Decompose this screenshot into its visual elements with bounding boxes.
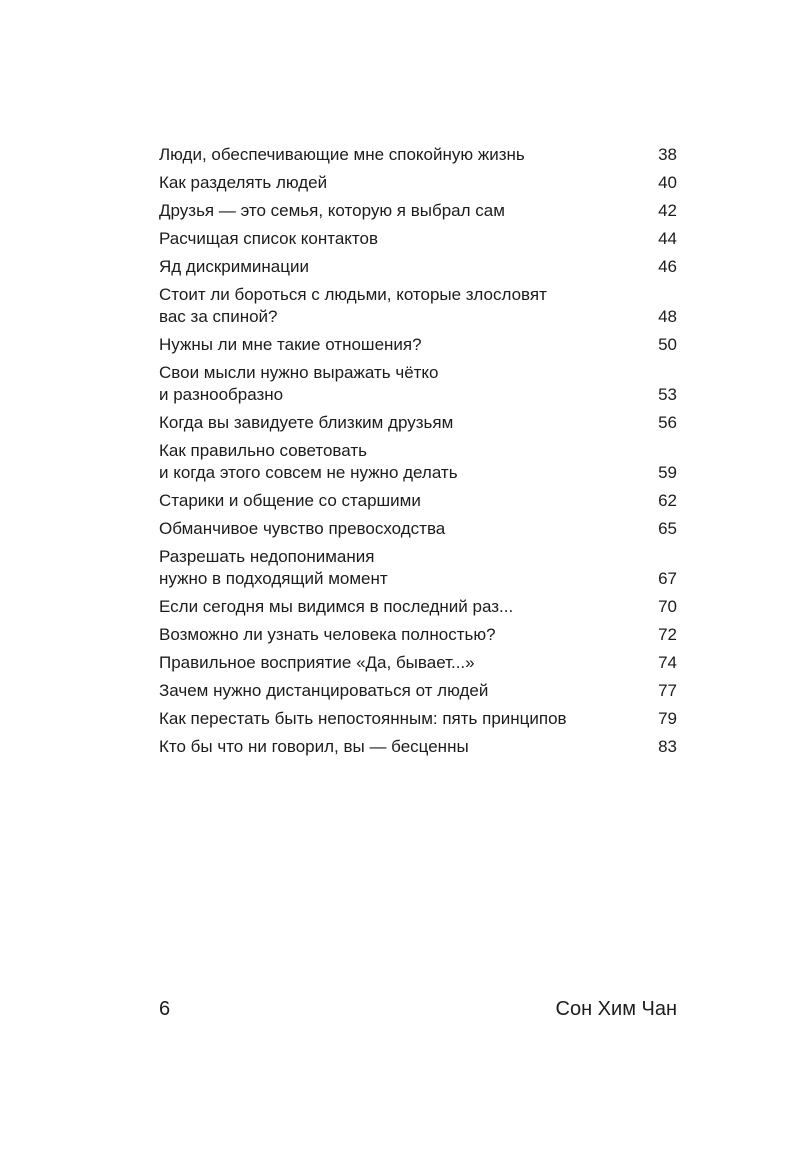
toc-entry-page: 72 [658, 625, 677, 644]
toc-entry-title [159, 490, 421, 512]
toc-entry-title [159, 440, 458, 484]
toc-entry-page: 65 [658, 519, 677, 538]
toc-entry-title [159, 362, 439, 406]
toc-entry-page: 74 [658, 653, 677, 672]
toc-entry-page: 83 [658, 737, 677, 756]
toc-entry-title [159, 518, 445, 540]
toc-entry-page: 40 [658, 173, 677, 192]
toc-entry-title-line: Старики и общение со старшими [159, 491, 421, 510]
toc-entry[interactable] [159, 596, 677, 618]
toc-entry-title-line: Когда вы завидуете близким друзьям [159, 413, 454, 432]
toc-entry-title [159, 652, 475, 674]
toc-entry[interactable] [159, 680, 677, 702]
toc-entry-title [159, 680, 488, 702]
toc-entry[interactable] [159, 172, 677, 194]
footer-page-number: 6 [159, 998, 171, 1020]
toc-entry-title-line: Зачем нужно дистанцироваться от людей [159, 681, 489, 700]
toc-entry-title [159, 228, 378, 250]
toc-entry[interactable] [159, 440, 677, 484]
toc-entry-title-line: Как перестать быть непостоянным: пять принципов [159, 709, 567, 728]
toc-entry-title-line: Стоит ли бороться с людьми, которые злословят [159, 285, 547, 304]
toc-entry-title-line: Яд дискриминации [159, 257, 309, 276]
toc-entry-title-line: Друзья — это семья, которую я выбрал сам [159, 201, 505, 220]
toc-entry-title-line: вас за спиной? [159, 307, 278, 326]
toc-entry-title [159, 412, 453, 434]
toc-entry-title-line: Свои мысли нужно выражать чётко [159, 363, 439, 382]
toc-entry-page: 53 [658, 385, 677, 404]
toc-entry[interactable] [159, 200, 677, 222]
toc-entry-page: 50 [658, 335, 677, 354]
toc-entry-page: 48 [658, 307, 677, 326]
toc-entry[interactable] [159, 228, 677, 250]
toc-entry-page: 42 [658, 201, 677, 220]
toc-entry-title-line: Кто бы что ни говорил, вы — бесценны [159, 737, 469, 756]
toc-entry-page: 62 [658, 491, 677, 510]
toc-entry-title-line: Обманчивое чувство превосходства [159, 519, 446, 538]
toc-entry-title-line: нужно в подходящий момент [159, 569, 388, 588]
toc-entry-page: 77 [658, 681, 677, 700]
toc-entry[interactable] [159, 362, 677, 406]
toc-entry[interactable] [159, 334, 677, 356]
toc-entry-title [159, 256, 309, 278]
toc-entry-title-line: Как правильно советовать [159, 441, 367, 460]
toc-entry-title-line: Нужны ли мне такие отношения? [159, 335, 422, 354]
toc-entry[interactable] [159, 518, 677, 540]
toc-entry-title [159, 334, 422, 356]
toc-entry-page: 67 [658, 569, 677, 588]
toc-entry[interactable] [159, 144, 677, 166]
toc-entry-title-line: Если сегодня мы видимся в последний раз... [159, 597, 514, 616]
table-of-contents [159, 144, 677, 764]
toc-entry-page: 70 [658, 597, 677, 616]
toc-entry[interactable] [159, 624, 677, 646]
toc-entry-title [159, 200, 505, 222]
toc-entry-title [159, 546, 388, 590]
toc-entry[interactable] [159, 412, 677, 434]
toc-entry-title-line: Возможно ли узнать человека полностью? [159, 625, 496, 644]
toc-entry-page: 44 [658, 229, 677, 248]
toc-entry[interactable] [159, 284, 677, 328]
toc-entry[interactable] [159, 708, 677, 730]
toc-entry-title-line: Расчищая список контактов [159, 229, 378, 248]
toc-entry-page: 59 [658, 463, 677, 482]
toc-entry-title-line: Люди, обеспечивающие мне спокойную жизнь [159, 145, 525, 164]
toc-entry-page: 46 [658, 257, 677, 276]
toc-entry-title [159, 708, 567, 730]
toc-entry-title-line: и когда этого совсем не нужно делать [159, 463, 458, 482]
toc-entry-title [159, 172, 327, 194]
toc-entry-page: 38 [658, 145, 677, 164]
toc-entry-title [159, 624, 496, 646]
toc-entry[interactable] [159, 652, 677, 674]
toc-entry-title [159, 736, 469, 758]
toc-entry-title-line: Как разделять людей [159, 173, 328, 192]
toc-entry-title [159, 284, 547, 328]
toc-entry-page: 56 [658, 413, 677, 432]
toc-entry-title [159, 596, 513, 618]
toc-entry[interactable] [159, 736, 677, 758]
toc-entry[interactable] [159, 256, 677, 278]
toc-entry-title [159, 144, 525, 166]
toc-entry-title-line: Правильное восприятие «Да, бывает...» [159, 653, 475, 672]
toc-entry-title-line: Разрешать недопонимания [159, 547, 375, 566]
toc-entry[interactable] [159, 490, 677, 512]
page-footer [159, 996, 677, 1022]
toc-entry-title-line: и разнообразно [159, 385, 284, 404]
toc-entry-page: 79 [658, 709, 677, 728]
toc-entry[interactable] [159, 546, 677, 590]
footer-author: Сон Хим Чан [555, 998, 677, 1020]
